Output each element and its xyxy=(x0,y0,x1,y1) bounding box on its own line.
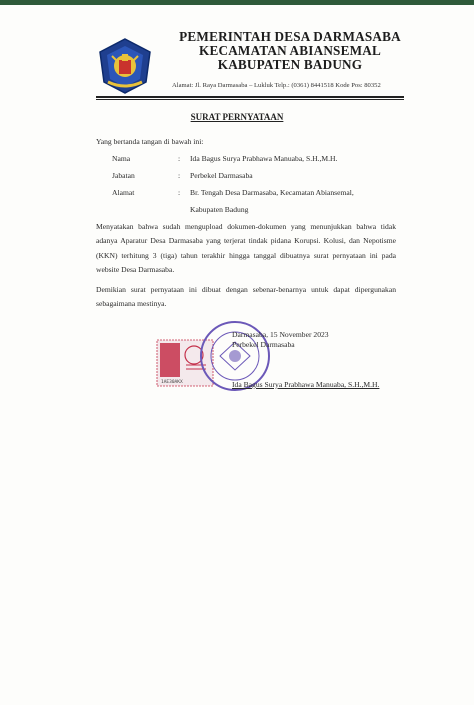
field-value: Ida Bagus Surya Prabhawa Manuaba, S.H.,M.H. xyxy=(190,154,338,163)
meterai-code: 1AE30AKX xyxy=(161,380,183,385)
signatory-name: Ida Bagus Surya Prabhawa Manuaba, S.H.,M.H. xyxy=(232,380,380,389)
letterhead-address: Alamat: Jl. Raya Darmasaba – Lukluk Telp.: (0361) 8441518 Kode Pos: 80352 xyxy=(172,82,381,89)
letterhead-line2: KECAMATAN ABIANSEMAL xyxy=(199,43,381,58)
field-value: Perbekel Darmasaba xyxy=(190,171,253,180)
field-colon: : xyxy=(178,188,181,197)
kabupaten-badung-emblem-icon xyxy=(98,38,152,94)
field-label: Nama xyxy=(112,154,131,163)
letterhead xyxy=(160,30,420,72)
intro-text: Yang bertanda tangan di bawah ini: xyxy=(96,137,204,146)
closing-paragraph: Demikian surat pernyataan ini dibuat dengan sebenar-benarnya untuk dapat dipergunakan sebagaimana mestinya. xyxy=(96,285,396,309)
field-label: Alamat xyxy=(112,188,135,197)
letterhead-line3: KABUPATEN BADUNG xyxy=(217,57,363,72)
header-rule-thin xyxy=(96,99,404,100)
field-value-continued: Kabupaten Badung xyxy=(190,205,249,214)
letterhead-line1: PEMERINTAH DESA DARMASABA xyxy=(179,29,401,44)
field-value: Br. Tengah Desa Darmasaba, Kecamatan Abiansemal, xyxy=(190,188,354,197)
document-title: SURAT PERNYATAAN xyxy=(190,112,284,122)
signature-place-date: Darmasaba, 15 November 2023 xyxy=(232,330,329,339)
field-colon: : xyxy=(178,154,181,163)
signature-position: Perbekel Darmasaba xyxy=(232,340,295,349)
field-colon: : xyxy=(178,171,181,180)
statement-paragraph: Menyatakan bahwa sudah mengupload dokumen-dokumen yang menunjukkan bahwa tidak adanya Aparatur Desa Darmasaba yang terjerat tindak pidana Korupsi. Kolusi, dan Nepotisme (KKN) terhitung 3 (tiga) tahun terakhir hingga tanggal dibuatnya surat pernyataan ini pada website Desa Darmasaba. xyxy=(96,222,396,274)
header-rule-thick xyxy=(96,96,404,98)
field-label: Jabatan xyxy=(112,171,135,180)
